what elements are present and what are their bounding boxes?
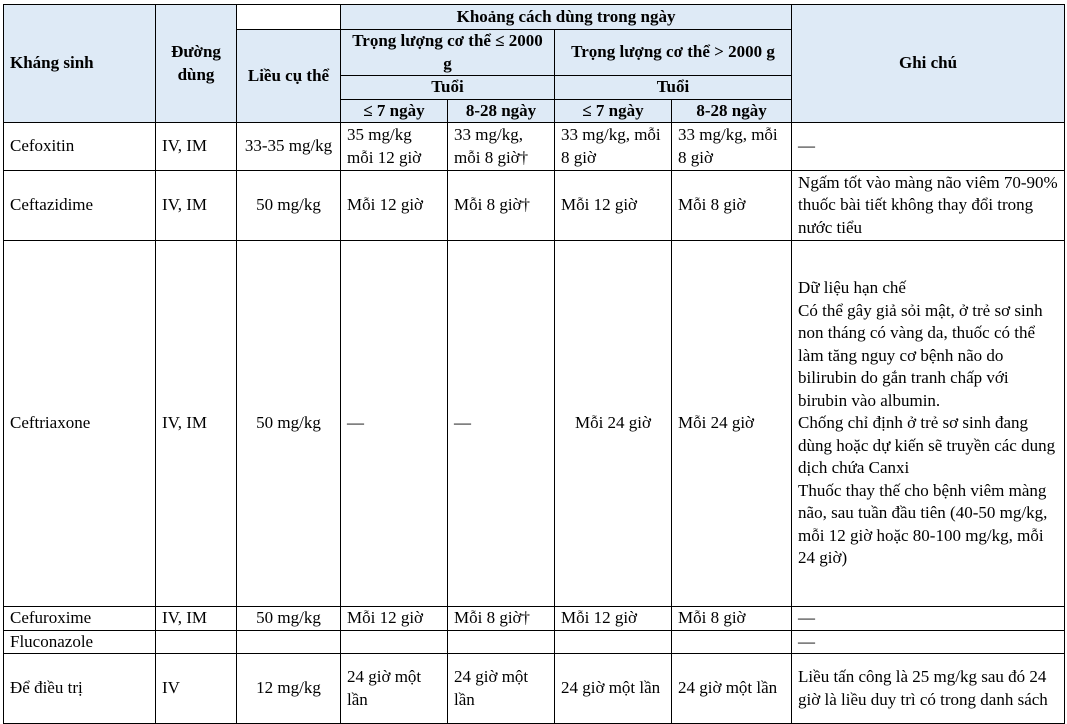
table-row [4,607,1065,631]
interval-le2000-8-28 [448,630,555,654]
interval-gt2000-le7: Mỗi 24 giờ [555,241,672,607]
header-interval: Khoảng cách dùng trong ngày [341,5,792,30]
note: Ngấm tốt vào màng não viêm 70-90% thuốc bài tiết không thay đổi trong nước tiểu [792,171,1065,241]
route: IV, IM [156,171,237,241]
drug-name: Ceftriaxone [4,241,156,607]
route: IV, IM [156,123,237,171]
interval-le2000-8-28: — [448,241,555,607]
table-row [4,123,1065,171]
header-weight-gt-2000: Trọng lượng cơ thể > 2000 g [555,30,792,76]
interval-gt2000-8-28: Mỗi 24 giờ [672,241,792,607]
table-row [4,171,1065,241]
dose: 50 mg/kg [237,171,341,241]
route [156,630,237,654]
interval-gt2000-le7: 24 giờ một lần [555,654,672,724]
dose [237,630,341,654]
route: IV, IM [156,241,237,607]
antibiotic-dosing-table [3,4,1065,724]
route: IV, IM [156,607,237,631]
drug-name: Ceftazidime [4,171,156,241]
interval-gt2000-le7: Mỗi 12 giờ [555,171,672,241]
table-row [4,630,1065,654]
interval-gt2000-le7: 33 mg/kg, mỗi 8 giờ [555,123,672,171]
header-blank [237,5,341,30]
dose: 33-35 mg/kg [237,123,341,171]
route: IV [156,654,237,724]
interval-le2000-le7: — [341,241,448,607]
dose: 50 mg/kg [237,607,341,631]
interval-le2000-le7: 35 mg/kg mỗi 12 giờ [341,123,448,171]
interval-le2000-le7: Mỗi 12 giờ [341,171,448,241]
interval-gt2000-8-28: 24 giờ một lần [672,654,792,724]
header-age-8-28-b: 8-28 ngày [672,99,792,123]
note: Liều tấn công là 25 mg/kg sau đó 24 giờ là liều duy trì có trong danh sách [792,654,1065,724]
interval-gt2000-le7 [555,630,672,654]
table-row [4,654,1065,724]
drug-name: Cefoxitin [4,123,156,171]
interval-le2000-8-28: 33 mg/kg, mỗi 8 giờ† [448,123,555,171]
interval-gt2000-8-28: 33 mg/kg, mỗi 8 giờ [672,123,792,171]
drug-name: Để điều trị [4,654,156,724]
header-notes: Ghi chú [792,5,1065,123]
note: Dữ liệu hạn chế Có thể gây giả sỏi mật, ở trẻ sơ sinh non tháng có vàng da, thuốc có thể làm tăng nguy cơ bệnh não do bilirubin do gắn tranh chấp với birubin vào albumin. Chống chỉ định ở trẻ sơ sinh đang dùng hoặc dự kiến sẽ truyền các dung dịch chứa Canxi Thuốc thay thế cho bệnh viêm màng não, sau tuần đầu tiên (40-50 mg/kg, mỗi 12 giờ hoặc 80-100 mg/kg, mỗi 24 giờ) [792,241,1065,607]
interval-gt2000-8-28 [672,630,792,654]
note: — [792,607,1065,631]
drug-name: Cefuroxime [4,607,156,631]
interval-gt2000-le7: Mỗi 12 giờ [555,607,672,631]
interval-le2000-8-28: Mỗi 8 giờ† [448,171,555,241]
interval-le2000-le7: Mỗi 12 giờ [341,607,448,631]
header-dose: Liều cụ thể [237,30,341,123]
dose: 50 mg/kg [237,241,341,607]
dose: 12 mg/kg [237,654,341,724]
header-age-le7-a: ≤ 7 ngày [341,99,448,123]
interval-le2000-8-28: Mỗi 8 giờ† [448,607,555,631]
interval-le2000-8-28: 24 giờ một lần [448,654,555,724]
interval-gt2000-8-28: Mỗi 8 giờ [672,171,792,241]
interval-le2000-le7: 24 giờ một lần [341,654,448,724]
header-weight-le-2000: Trọng lượng cơ thể ≤ 2000 g [341,30,555,76]
header-age-le7-b: ≤ 7 ngày [555,99,672,123]
table-row [4,241,1065,607]
note: — [792,123,1065,171]
interval-gt2000-8-28: Mỗi 8 giờ [672,607,792,631]
header-age-8-28-a: 8-28 ngày [448,99,555,123]
interval-le2000-le7 [341,630,448,654]
note: — [792,630,1065,654]
drug-name: Fluconazole [4,630,156,654]
header-route: Đường dùng [156,5,237,123]
header-antibiotic: Kháng sinh [4,5,156,123]
header-age-le: Tuổi [341,76,555,100]
header-age-gt: Tuổi [555,76,792,100]
